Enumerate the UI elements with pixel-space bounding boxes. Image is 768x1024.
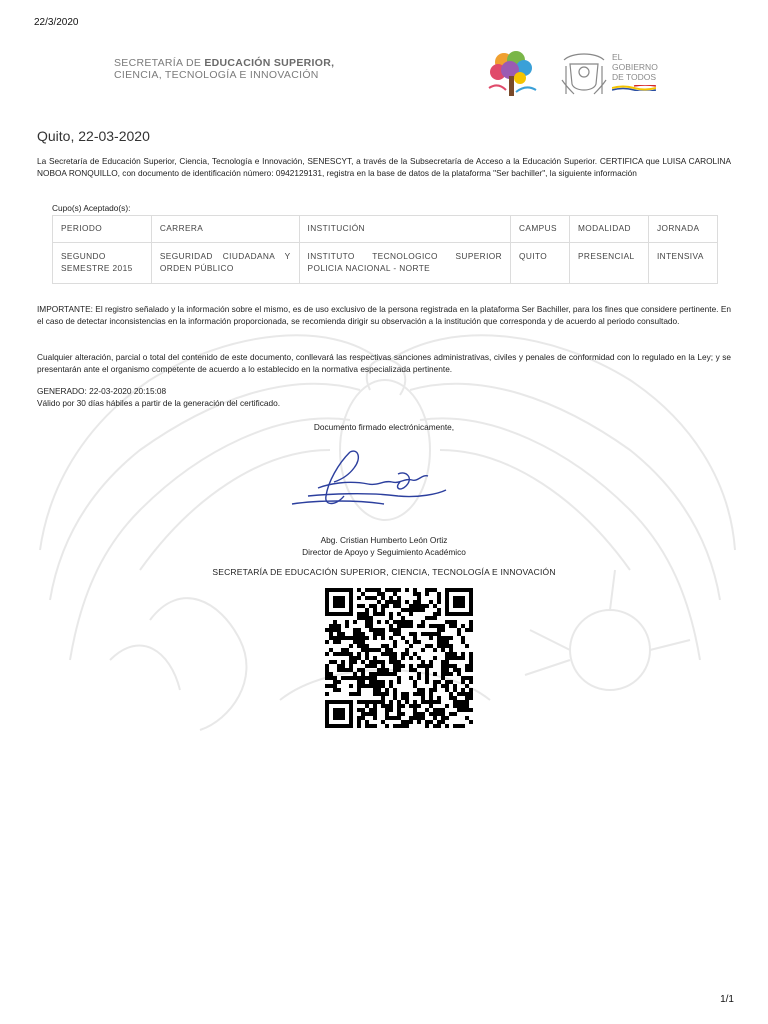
cell-institucion: INSTITUTO TECNOLOGICO SUPERIOR POLICIA NACIONAL - NORTE xyxy=(299,243,510,284)
header-periodo: PERIODO xyxy=(53,216,152,243)
important-paragraph: IMPORTANTE: El registro señalado y la información sobre el mismo, es de uso exclusivo de la persona registrada en la plataforma Ser Bachiller, para los fines que considere pertinente. En el caso de detectar inconsistencias en la información proporcionada, se recomienda dirigir su observación a la institución que corresponda y de acuerdo al periodo consultado. xyxy=(37,304,731,327)
senescyt-logo-text: SECRETARÍA DE EDUCACIÓN SUPERIOR, CIENCIA, TECNOLOGÍA E INNOVACIÓN xyxy=(114,57,335,81)
cell-campus: QUITO xyxy=(511,243,570,284)
header-carrera: CARRERA xyxy=(151,216,299,243)
cell-jornada: INTENSIVA xyxy=(648,243,717,284)
toda-una-vida-tree-logo-icon xyxy=(484,48,540,100)
alteration-paragraph: Cualquier alteración, parcial o total del contenido de este documento, conllevará las respectivas sanciones administrativas, civiles y penales de conformidad con lo regulado en la Ley; y se presentarán ante el organismo competente de acuerdo a lo establecido en la normativa especializada pertinente. xyxy=(37,352,731,375)
header-jornada: JORNADA xyxy=(648,216,717,243)
table-row xyxy=(53,243,718,284)
organization-name: SECRETARÍA DE EDUCACIÓN SUPERIOR, CIENCIA, TECNOLOGÍA E INNOVACIÓN xyxy=(212,567,556,577)
gobierno-logo-text: EL GOBIERNO DE TODOS xyxy=(612,52,658,82)
print-date: 22/3/2020 xyxy=(34,17,79,28)
city-date: Quito, 22-03-2020 xyxy=(37,128,150,144)
signer-name: Abg. Cristian Humberto León Ortiz xyxy=(320,535,448,545)
flag-stripe-icon xyxy=(612,85,656,91)
cupos-label: Cupo(s) Aceptado(s): xyxy=(52,203,131,213)
header-institucion: INSTITUCIÓN xyxy=(299,216,510,243)
signed-note: Documento firmado electrónicamente, xyxy=(313,422,455,432)
cell-modalidad: PRESENCIAL xyxy=(570,243,649,284)
generated-timestamp: GENERADO: 22-03-2020 20:15:08 xyxy=(37,386,167,396)
signer-block xyxy=(0,534,768,558)
intro-paragraph: La Secretaría de Educación Superior, Ciencia, Tecnología e Innovación, SENESCYT, a través de la Subsecretaría de Acceso a la Educación Superior. CERTIFICA que LUISA CAROLINA NOBOA RONQUILLO, con documento de identificación número: 0942129131, registra en la base de datos de la plataforma "Ser bachiller", la siguiente información xyxy=(37,156,731,179)
cell-periodo: SEGUNDO SEMESTRE 2015 xyxy=(53,243,152,284)
signer-title: Director de Apoyo y Seguimiento Académico xyxy=(302,547,466,557)
qr-code-icon xyxy=(325,588,473,728)
table-header-row xyxy=(53,216,718,243)
signature-icon xyxy=(288,444,448,514)
page-number: 1/1 xyxy=(720,994,734,1005)
header-modalidad: MODALIDAD xyxy=(570,216,649,243)
header-campus: CAMPUS xyxy=(511,216,570,243)
cell-carrera: SEGURIDAD CIUDADANA Y ORDEN PÚBLICO xyxy=(151,243,299,284)
generated-info xyxy=(37,385,280,409)
ecuador-coat-of-arms-icon xyxy=(560,50,608,100)
validity-note: Válido por 30 días hábiles a partir de la generación del certificado. xyxy=(37,398,281,409)
cupos-table xyxy=(52,215,718,284)
